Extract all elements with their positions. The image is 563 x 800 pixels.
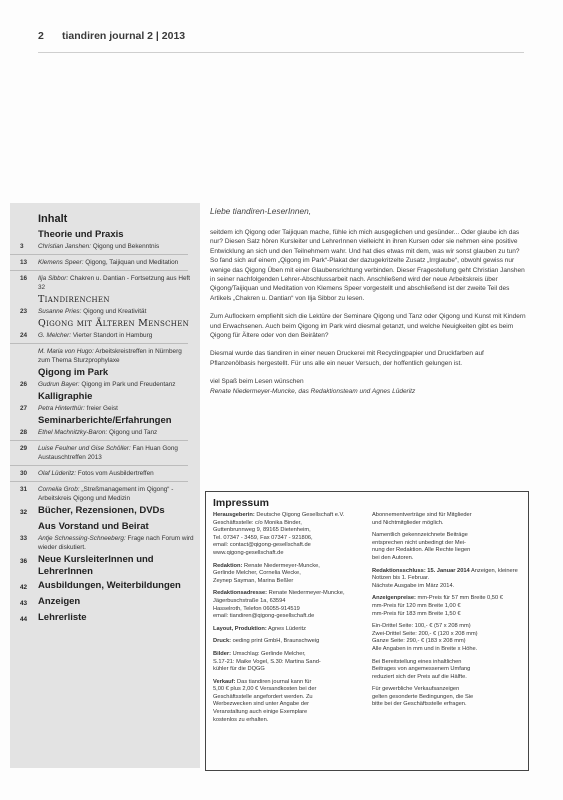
toc-section-heading: Aus Vorstand und Beirat	[38, 521, 149, 532]
toc-section-heading: Qigong mit Älteren Menschen	[38, 318, 190, 329]
journal-title: tiandiren journal 2 | 2013	[62, 30, 186, 42]
impressum-block	[372, 595, 521, 618]
impressum-line: gelten gesonderte Bedingungen, die Sie	[372, 693, 474, 700]
toc-separator	[10, 481, 188, 482]
impressum-left-column	[213, 512, 362, 729]
impressum-block	[213, 679, 362, 725]
toc-entry-author: Klemens Speer:	[38, 259, 84, 266]
toc-entry-title: Qigong und Tanz	[109, 429, 158, 436]
toc-entry-text	[38, 469, 194, 478]
toc-entry	[10, 485, 194, 503]
toc-separator	[10, 270, 188, 271]
impressum-line: und Nichtmitglieder möglich.	[372, 519, 444, 526]
impressum-line: kühler für die DQGG	[213, 666, 265, 673]
impressum-line: S.17-21: Maike Vogel, S.30: Martina Sand-	[213, 658, 321, 665]
toc-entry	[10, 274, 194, 292]
toc-page-number: 29	[20, 445, 28, 452]
impressum-line: Zwei-Drittel Seite: 200,- € (120 x 208 mm)	[372, 630, 478, 637]
impressum-block	[213, 651, 362, 674]
toc-page-number: 31	[20, 486, 28, 493]
impressum-line: mm-Preis für 120 mm Breite 1,00 €	[372, 602, 461, 609]
impressum-block	[213, 638, 362, 646]
impressum-label: Layout, Produktion:	[213, 625, 267, 632]
toc-section-heading: Anzeigen	[38, 596, 81, 607]
toc-section-heading: Qigong im Park	[38, 367, 109, 378]
toc-page-number: 43	[20, 600, 28, 607]
impressum-line: Namentlich gekennzeichnete Beiträge	[372, 532, 468, 539]
toc-page-number: 13	[20, 259, 28, 266]
impressum-right-column	[372, 512, 521, 729]
toc-entry	[10, 428, 194, 437]
impressum-block	[372, 623, 521, 653]
toc-entry-text	[38, 274, 194, 292]
toc-page-number: 44	[20, 616, 28, 623]
toc-entry-text	[38, 331, 194, 340]
toc-page-number: 26	[20, 381, 28, 388]
impressum-line: Geschäftsstelle angefordert werden. Zu	[213, 693, 313, 700]
impressum-line: 5,00 € plus 2,00 € Versandkosten bei der	[213, 686, 317, 693]
toc-entry-title: Qigong und Kreativität	[83, 308, 147, 315]
page-header	[38, 30, 185, 42]
toc-entry-title: Frage nach Forum wird wieder diskutiert.	[38, 535, 194, 551]
toc-section-heading: Lehrerliste	[38, 612, 87, 623]
toc-separator	[10, 254, 188, 255]
toc-entry-title: Qigong und Bekenntnis	[92, 243, 160, 250]
impressum-label: Verkauf:	[213, 678, 236, 685]
toc-page-number: 32	[20, 509, 28, 516]
toc-page-number: 27	[20, 405, 28, 412]
toc-page-number: 42	[20, 584, 28, 591]
impressum-label: Herausgeberin:	[213, 512, 255, 518]
toc-entry-title: Vierter Standort in Hamburg	[72, 332, 153, 339]
toc-page-number: 33	[20, 535, 28, 542]
toc-entry-title: Qigong, Taijiquan und Meditation	[85, 259, 179, 266]
impressum-line: bitte bei der Geschäftsstelle erfragen.	[372, 701, 467, 708]
impressum-line: Umschlag: Gerlinde Melcher,	[232, 650, 306, 657]
toc-entry	[10, 380, 194, 389]
impressum-block	[213, 563, 362, 586]
toc-page-number: 16	[20, 275, 28, 282]
impressum-line: email: tiandiren@qigong-gesellschaft.de	[213, 613, 315, 620]
impressum-line: Ein-Drittel Seite: 100,- € (57 x 208 mm)	[372, 623, 471, 630]
toc-entry-text	[38, 485, 194, 503]
impressum-line: Bei Bereitstellung eines inhaltlichen	[372, 658, 462, 665]
toc-entry	[10, 444, 194, 462]
toc-entry	[10, 307, 194, 316]
impressum-line: email: contact@qigong-gesellschaft.de	[213, 542, 311, 549]
impressum-label: Anzeigenpreise:	[372, 595, 416, 602]
letter-paragraph: Diesmal wurde das tiandiren in einer neuen Druckerei mit Recyclingpapier und Druckfarben auf Pflanzenölbasis hergestellt. Für uns alle ein neuer Versuch, der hoffentlich gelungen ist.	[210, 350, 484, 367]
toc-entry-author: Luise Feulner und Gise Schöller:	[38, 445, 131, 452]
toc-entry	[10, 469, 194, 478]
impressum-line: Werbezwecken sind unter Angabe der	[213, 701, 310, 708]
letter-closing: viel Spaß beim Lesen wünschen	[210, 378, 304, 386]
impressum-line: Zeynep Sayman, Marina Beßler	[213, 577, 294, 584]
toc-separator	[10, 465, 188, 466]
toc-section-heading: Bücher, Rezensionen, DVDs	[38, 505, 165, 516]
page-number: 2	[38, 30, 44, 42]
impressum-block	[372, 686, 521, 709]
toc-page-number: 23	[20, 308, 28, 315]
impressum-line: www.qigong-gesellschaft.de	[213, 549, 284, 556]
toc-entries	[10, 229, 194, 626]
toc-entry	[10, 404, 194, 413]
impressum-line: Nächste Ausgabe im März 2014.	[372, 582, 455, 589]
toc-section-row	[10, 554, 194, 578]
impressum-block	[372, 568, 521, 591]
impressum-line: kostenlos zu erhalten.	[213, 716, 269, 723]
toc-entry-author: Cornelia Grob:	[38, 486, 80, 493]
toc-entry-author: Antje Schnessing-Schneeberg:	[38, 535, 126, 542]
impressum-box	[205, 491, 529, 771]
impressum-block	[213, 512, 362, 558]
toc-entry-text	[38, 404, 194, 413]
letter-paragraph: Zum Auflockern empfiehlt sich die Lektüre der Seminare Qigong und Tanz oder Qigong und Kunst mit Kindern und Erwachsenen. Auch beim Qigong im Park wird diesmal getanzt, und welche Neuigkeiten gibt es beim Qigong für Ältere oder von den Beiräten?	[210, 313, 526, 340]
toc-entry-author: M. Maria von Hugo:	[38, 348, 94, 355]
impressum-line: mm-Preis für 183 mm Breite 1,50 €	[372, 610, 461, 617]
impressum-line: Alle Angaben in mm und in Breite x Höhe.	[372, 645, 478, 652]
toc-page-number	[10, 347, 38, 365]
toc-section-heading: Neue KursleiterInnen und LehrerInnen	[38, 554, 154, 577]
toc-section-heading: Kalligraphie	[38, 391, 93, 402]
impressum-line: Renate Niedermeyer-Muncke,	[243, 562, 320, 569]
toc-entry-text	[38, 242, 194, 251]
impressum-line: Für gewerbliche Verkaufsanzeigen	[372, 686, 460, 693]
impressum-line: Deutsche Qigong Gesellschaft e.V.	[256, 512, 345, 518]
impressum-line: Agnes Lüderitz	[268, 625, 306, 632]
toc-entry-author: G. Melcher:	[38, 332, 72, 339]
impressum-line: oeding print GmbH, Braunschweig	[232, 638, 320, 645]
toc-entry-text	[38, 380, 194, 389]
impressum-label: Redaktion:	[213, 562, 243, 569]
toc-entry-author: Gudrun Bayer:	[38, 381, 80, 388]
toc-entry-title: „Streßmanagement im Qigong“ - Arbeitskreis Qigong und Medizin	[38, 486, 174, 502]
impressum-line: entsprechen nicht unbedingt der Mei-	[372, 539, 466, 546]
toc-entry	[10, 258, 194, 267]
impressum-block	[213, 590, 362, 620]
toc-section-row	[10, 580, 194, 594]
toc-section-heading: Ausbildungen, Weiterbildungen	[38, 580, 181, 591]
impressum-line: Gerlinde Melcher, Cornelia Wecke,	[213, 570, 301, 577]
toc-entry-title: Fan Huan Gong Austauschtreffen 2013	[38, 445, 178, 461]
toc-separator	[10, 440, 188, 441]
toc-page-number: 3	[20, 243, 24, 250]
impressum-block	[372, 512, 521, 527]
toc-entry-author: Ethel Machnitzky-Baron:	[38, 429, 108, 436]
impressum-label: Redaktionsschluss: 15. Januar 2014	[372, 567, 470, 574]
toc-section-row	[10, 612, 194, 626]
toc-section-row	[10, 596, 194, 610]
toc-title: Inhalt	[38, 213, 68, 225]
toc-entry-title: Fotos vom Ausbildertreffen	[77, 470, 154, 477]
letter-paragraphs	[210, 228, 528, 368]
toc-entry-author: Petra Hinterthür:	[38, 405, 85, 412]
impressum-block	[372, 532, 521, 562]
toc-page-number: 30	[20, 470, 28, 477]
toc-section-heading: Theorie und Praxis	[38, 229, 124, 240]
toc-entry-title: freier Geist	[86, 405, 118, 412]
impressum-line: bei den Autoren.	[372, 554, 414, 561]
impressum-line: reduziert sich der Preis auf die Hälfte.	[372, 673, 467, 680]
impressum-block	[213, 626, 362, 634]
table-of-contents	[10, 203, 200, 768]
toc-entry-author: Ilja Sibbor:	[38, 275, 69, 282]
toc-entry-author: Christian Janshen:	[38, 243, 91, 250]
impressum-line: Abonnementverträge sind für Mitglieder	[372, 512, 472, 518]
toc-entry-text	[38, 428, 194, 437]
impressum-block	[372, 659, 521, 682]
toc-entry-text	[38, 258, 194, 267]
toc-entry	[10, 242, 194, 251]
toc-entry-text	[38, 307, 194, 316]
toc-entry	[10, 331, 194, 340]
toc-entry	[10, 534, 194, 552]
impressum-line: nung der Redaktion. Alle Rechte liegen	[372, 547, 471, 554]
toc-entry	[10, 347, 194, 365]
editorial-letter	[210, 228, 528, 396]
impressum-title: Impressum	[213, 497, 270, 509]
impressum-line: Das tiandiren journal kann für	[237, 678, 312, 685]
toc-entry-author: Olaf Lüderitz:	[38, 470, 77, 477]
impressum-line: Anzeigen, kleinere Notizen bis 1. Februar.	[372, 567, 518, 582]
toc-entry-text	[38, 444, 194, 462]
impressum-line: Guttenbrunnweg 9, 89165 Dietenheim,	[213, 527, 311, 534]
toc-section-row	[10, 505, 194, 519]
toc-section-heading: Seminarberichte/Erfahrungen	[38, 415, 172, 426]
impressum-line: Veranstaltung auch einige Exemplare	[213, 709, 308, 716]
toc-entry-title: Arbeitskreistreffen in Nürnberg zum Thema Sturzprophylaxe	[38, 348, 182, 364]
impressum-label: Bilder:	[213, 650, 232, 657]
toc-entry-text	[38, 534, 194, 552]
toc-entry-title: Chakren u. Dantian - Fortsetzung aus Heft 32	[38, 275, 191, 291]
toc-entry-text	[38, 347, 194, 365]
impressum-line: Renate Niedermeyer-Muncke, Jägerbuschstraße 1a, 63594	[213, 590, 345, 604]
header-rule	[38, 52, 524, 53]
letter-paragraph: seitdem ich Qigong oder Taijiquan mache, fühle ich mich ausgeglichen und gesünder... Oder glaube ich das nur? Diesen Satz hören Kursleiter und LehrerInnen vielleicht in ihren Kursen oder sie nehmen eine positive Entwicklung an sich und den Teilnehmern wahr. Und hat dies etwas mit dem, was wir sonst glauben zu tun? So fand sich auf einem „Qigong im Park“-Plakat der dazugekritzelte Zusatz „Irrglaube“, obwohl gewiss nur wenige das Qigong Üben mit einer Glaubensrichtung verbinden. Dieser Fragestellung geht Christian Janshen in seiner nachfolgenden Lehrer-Abschlussarbeit nach. Anschließend wird der neue Arbeitskreis über Qigong/Taijiquan und Meditation von Klemens Speer vorgestellt und abschließend ist der zweite Teil des Artikels „Chakren u. Dantian“ von Ilja Sibbor zu lesen.	[210, 229, 525, 302]
impressum-line: Hasselroth, Telefon 06055-914519	[213, 605, 300, 612]
impressum-line: Geschäftsstelle: c/o Monika Binder,	[213, 519, 302, 526]
toc-entry-title: Qigong im Park und Freudentanz	[81, 381, 176, 388]
toc-page-number: 24	[20, 332, 28, 339]
toc-page-number: 28	[20, 429, 28, 436]
impressum-line: Beitrages von angemessenem Umfang	[372, 666, 471, 673]
toc-entry-author: Susanne Pries:	[38, 308, 82, 315]
letter-signature: Renate Niedermeyer-Muncke, das Redaktionsteam und Agnes Lüderitz	[210, 387, 416, 395]
toc-section-heading: Tiandirenchen	[38, 294, 110, 305]
letter-greeting: Liebe tiandiren-LeserInnen,	[210, 206, 312, 216]
toc-separator	[10, 343, 188, 344]
impressum-line: mm-Preis für 57 mm Breite 0,50 €	[417, 595, 503, 602]
impressum-label: Redaktionsadresse:	[213, 590, 268, 597]
impressum-label: Druck:	[213, 638, 232, 645]
impressum-line: Ganze Seite: 290,- € (183 x 208 mm)	[372, 638, 466, 645]
impressum-line: Tel. 07347 - 3459, Fax 07347 - 921806,	[213, 534, 313, 541]
toc-page-number: 36	[20, 558, 28, 565]
